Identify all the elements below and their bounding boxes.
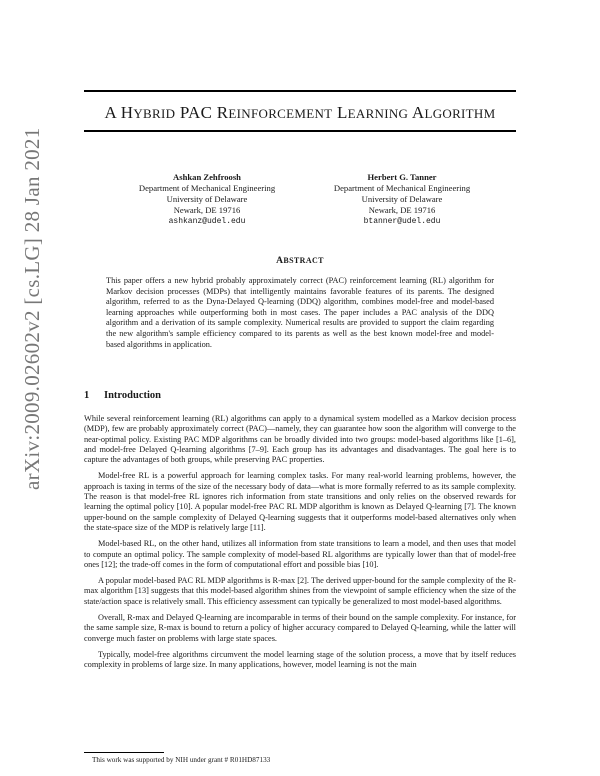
body-text [84,414,516,677]
paragraph: While several reinforcement learning (RL) algorithms can apply to a dynamical system modelled as a Markov decision process (MDP), few are probably approximately correct (PAC)—namely, they can guarantee how soon the algorithm will converge to the near-optimal policy. Existing PAC MDP algorithms can be broadly divided into two groups: model-based algorithms like [1–6], and model-free Delayed Q-learning algorithms [7–9]. Each group has its advantages and disadvantages. The goal here is to capture the advantages of both groups, while preserving PAC properties. [84,414,516,465]
footnote: This work was supported by NIH under grant # R01HD87133 [92,756,271,764]
title-rule-top [84,90,516,92]
author-block [107,172,307,227]
author-email[interactable]: btanner@udel.edu [363,217,441,226]
section-title: Introduction [104,390,161,401]
title-rule-bottom [84,130,516,132]
paragraph: Overall, R-max and Delayed Q-learning are incomparable in terms of their bound on the sample complexity. For instance, for the same sample size, R-max is bound to return a policy of higher accuracy compared to Delayed Q-learning, while the latter will converge much faster on problems with large state spaces. [84,613,516,643]
title-text: A HYBRID PAC REINFORCEMENT LEARNING ALGORITHM [104,103,496,122]
section-number: 1 [84,390,90,401]
author-address: Newark, DE 19716 [173,205,241,215]
author-block [302,172,502,227]
author-email[interactable]: ashkanz@udel.edu [168,217,246,226]
author-univ: University of Delaware [361,194,443,204]
abstract-heading: ABSTRACT [276,256,324,266]
paragraph: A popular model-based PAC RL MDP algorithms is R-max [2]. The derived upper-bound for the sample complexity of the R-max algorithm [13] suggests that this model-based algorithm shines from the viewpoint of sample efficiency when the size of the state/action space is relatively small. This efficiency assessment can typically be generalized to most model-based algorithms. [84,576,516,606]
author-name: Herbert G. Tanner [367,172,437,182]
author-name: Ashkan Zehfroosh [173,172,241,182]
author-dept: Department of Mechanical Engineering [138,183,276,193]
paper-title [84,103,516,123]
paragraph: Typically, model-free algorithms circumvent the model learning stage of the solution process, a move that by itself reduces complexity in problems of large size. In many applications, however, model learning is not the main [84,649,516,670]
author-address: Newark, DE 19716 [368,205,436,215]
footnote-rule [84,752,164,753]
paragraph: Model-free RL is a powerful approach for learning complex tasks. For many real-world learning problems, however, the approach is taxing in terms of the size of the necessary body of data—what is more formally referred to as its sample complexity. The reason is that model-free RL ignores rich information from state transitions and only relies on the observed rewards for learning the optimal policy [10]. A popular model-free PAC RL MDP algorithm is known as Delayed Q-learning [7]. The known upper-bound on the sample complexity of Delayed Q-learning suggests that it outperforms model-based alternatives only when the state-space size of the MDP is relatively large [11]. [84,471,516,532]
author-dept: Department of Mechanical Engineering [333,183,471,193]
section-heading [84,390,161,401]
arxiv-stamp: arXiv:2009.02602v2 [cs.LG] 28 Jan 2021 [20,127,44,490]
paragraph: Model-based RL, on the other hand, utilizes all information from state transitions to learn a model, and then uses that model to compute an optimal policy. The sample complexity of model-based RL algorithms are typically lower than that of model-free ones [12]; the trade-off comes in the form of computational effort and possible bias [10]. [84,539,516,569]
abstract-text: This paper offers a new hybrid probably approximately correct (PAC) reinforcement learning (RL) algorithm for Markov decision processes (MDPs) that intelligently maintains favorable features of its parents. The designed algorithm, referred to as the Dyna-Delayed Q-learning (DDQ) algorithm, combines model-free and model-based learning approaches while outperforming both in most cases. The paper includes a PAC analysis of the DDQ algorithm and a derivation of its sample complexity. Numerical results are provided to support the claim regarding the new algorithm's sample efficiency compared to its parents as well as the best known model-free and model-based algorithms in application. [106,276,494,349]
author-univ: University of Delaware [166,194,248,204]
